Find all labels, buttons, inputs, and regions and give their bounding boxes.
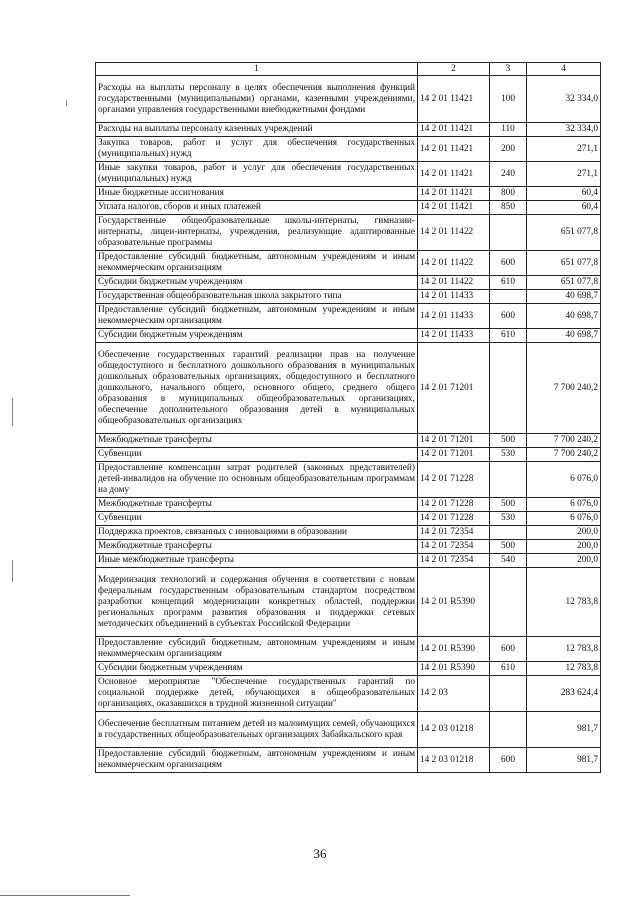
- row-code-cell: 14 2 01 71201: [418, 343, 490, 434]
- row-amount-cell: 40 698,7: [527, 290, 601, 304]
- row-name-cell: Уплата налогов, сборов и иных платежей: [96, 201, 418, 215]
- row-code-cell: 14 2 01 11421: [418, 123, 490, 137]
- budget-table: [95, 62, 601, 773]
- table-row: [96, 251, 601, 276]
- table-row: [96, 137, 601, 162]
- row-code-cell: 14 2 01 71201: [418, 434, 490, 448]
- column-header-1: 1: [96, 63, 418, 76]
- row-code-cell: 14 2 01 11422: [418, 215, 490, 251]
- row-code-cell: 14 2 01 11421: [418, 162, 490, 187]
- row-amount-cell: 6 076,0: [527, 512, 601, 526]
- row-expense-type-cell: [490, 712, 527, 748]
- row-amount-cell: 40 698,7: [527, 304, 601, 329]
- table-row: [96, 162, 601, 187]
- row-amount-cell: 651 077,8: [527, 215, 601, 251]
- column-header-3: 3: [490, 63, 527, 76]
- row-expense-type-cell: [490, 343, 527, 434]
- row-name-cell: Предоставление субсидий бюджетным, автономным учреждениям и иным некоммерческим организациям: [96, 304, 418, 329]
- table-row: [96, 526, 601, 540]
- row-code-cell: 14 2 01 11421: [418, 76, 490, 123]
- row-amount-cell: 200,0: [527, 540, 601, 554]
- row-amount-cell: 7 700 240,2: [527, 448, 601, 462]
- table-row: [96, 554, 601, 568]
- row-amount-cell: 7 700 240,2: [527, 343, 601, 434]
- row-name-cell: Межбюджетные трансферты: [96, 434, 418, 448]
- row-amount-cell: 271,1: [527, 162, 601, 187]
- row-name-cell: Межбюджетные трансферты: [96, 540, 418, 554]
- table-row: [96, 123, 601, 137]
- row-name-cell: Предоставление субсидий бюджетным, автономным учреждениям и иным некоммерческим организациям: [96, 251, 418, 276]
- budget-table-body: [96, 63, 601, 773]
- table-row: [96, 462, 601, 498]
- row-amount-cell: 12 783,8: [527, 568, 601, 637]
- row-name-cell: Закупка товаров, работ и услуг для обеспечения государственных (муниципальных) нужд: [96, 137, 418, 162]
- row-expense-type-cell: [490, 676, 527, 712]
- row-amount-cell: 60,4: [527, 201, 601, 215]
- row-amount-cell: 12 783,8: [527, 662, 601, 676]
- table-row: [96, 662, 601, 676]
- row-expense-type-cell: 540: [490, 554, 527, 568]
- row-amount-cell: 60,4: [527, 187, 601, 201]
- column-header-4: 4: [527, 63, 601, 76]
- footer-divider: [0, 895, 130, 896]
- row-name-cell: Обеспечение бесплатным питанием детей из малоимущих семей, обучающихся в государственных общеобразовательных организациях Забайкальского края: [96, 712, 418, 748]
- row-name-cell: Предоставление субсидий бюджетным, автономным учреждениям и иным некоммерческим организациям: [96, 637, 418, 662]
- page-number: 36: [313, 846, 327, 861]
- row-amount-cell: 40 698,7: [527, 329, 601, 343]
- table-row: [96, 512, 601, 526]
- row-expense-type-cell: 800: [490, 187, 527, 201]
- table-row: [96, 434, 601, 448]
- row-amount-cell: 651 077,8: [527, 251, 601, 276]
- row-expense-type-cell: 610: [490, 662, 527, 676]
- row-name-cell: Субвенции: [96, 448, 418, 462]
- row-name-cell: Расходы на выплаты персоналу в целях обеспечения выполнения функций государственными (муниципальными) органами, казенными учреждениями, органами управления государственными внебюджетными фондами: [96, 76, 418, 123]
- table-row: [96, 448, 601, 462]
- row-code-cell: 14 2 01 11422: [418, 276, 490, 290]
- row-name-cell: Государственные общеобразовательные школы-интернаты, гимназии-интернаты, лицеи-интернаты, учреждения, реализующие адаптированные образовательные программы: [96, 215, 418, 251]
- column-header-2: 2: [418, 63, 490, 76]
- row-code-cell: 14 2 01 72354: [418, 540, 490, 554]
- row-expense-type-cell: 500: [490, 498, 527, 512]
- row-name-cell: Субсидии бюджетным учреждениям: [96, 276, 418, 290]
- row-name-cell: Иные закупки товаров, работ и услуг для обеспечения государственных (муниципальных) нужд: [96, 162, 418, 187]
- row-amount-cell: 6 076,0: [527, 498, 601, 512]
- row-code-cell: 14 2 03: [418, 676, 490, 712]
- row-name-cell: Модернизация технологий и содержания обучения в соответствии с новым федеральным государственным образовательным стандартом посредством разработки концепций модернизации конкретных областей, поддержки региональных программ развития образования и поддержки сетевых методических объединений в субъектах Российской Федерации: [96, 568, 418, 637]
- row-amount-cell: 7 700 240,2: [527, 434, 601, 448]
- row-code-cell: 14 2 03 01218: [418, 748, 490, 773]
- row-amount-cell: 283 624,4: [527, 676, 601, 712]
- row-expense-type-cell: 600: [490, 304, 527, 329]
- row-amount-cell: 200,0: [527, 526, 601, 540]
- row-expense-type-cell: 100: [490, 76, 527, 123]
- row-expense-type-cell: 240: [490, 162, 527, 187]
- row-amount-cell: 651 077,8: [527, 276, 601, 290]
- table-row: [96, 329, 601, 343]
- row-code-cell: 14 2 01 11421: [418, 187, 490, 201]
- row-name-cell: Государственная общеобразовательная школа закрытого типа: [96, 290, 418, 304]
- row-code-cell: 14 2 01 71228: [418, 512, 490, 526]
- table-row: [96, 187, 601, 201]
- row-name-cell: Предоставление субсидий бюджетным, автономным учреждениям и иным некоммерческим организациям: [96, 748, 418, 773]
- row-name-cell: Предоставление компенсации затрат родителей (законных представителей) детей-инвалидов на обучение по основным общеобразовательным программам на дому: [96, 462, 418, 498]
- row-code-cell: 14 2 01 R5390: [418, 637, 490, 662]
- row-name-cell: Субсидии бюджетным учреждениям: [96, 329, 418, 343]
- table-row: [96, 201, 601, 215]
- row-code-cell: 14 2 01 11421: [418, 201, 490, 215]
- row-expense-type-cell: 500: [490, 434, 527, 448]
- row-amount-cell: 200,0: [527, 554, 601, 568]
- row-name-cell: Поддержка проектов, связанных с инновациями в образовании: [96, 526, 418, 540]
- table-row: [96, 748, 601, 773]
- row-code-cell: 14 2 01 71228: [418, 498, 490, 512]
- table-row: [96, 76, 601, 123]
- table-row: [96, 276, 601, 290]
- row-code-cell: 14 2 01 R5390: [418, 662, 490, 676]
- row-name-cell: Межбюджетные трансферты: [96, 498, 418, 512]
- row-code-cell: 14 2 01 11421: [418, 137, 490, 162]
- row-name-cell: Иные бюджетные ассигнования: [96, 187, 418, 201]
- table-row: [96, 568, 601, 637]
- table-row: [96, 676, 601, 712]
- row-code-cell: 14 2 01 R5390: [418, 568, 490, 637]
- row-expense-type-cell: 530: [490, 512, 527, 526]
- margin-mark: [66, 100, 67, 106]
- row-expense-type-cell: 600: [490, 748, 527, 773]
- row-amount-cell: 32 334,0: [527, 123, 601, 137]
- row-name-cell: Субвенции: [96, 512, 418, 526]
- row-name-cell: Иные межбюджетные трансферты: [96, 554, 418, 568]
- row-code-cell: 14 2 01 72354: [418, 526, 490, 540]
- table-row: [96, 498, 601, 512]
- margin-mark: [12, 398, 13, 426]
- row-expense-type-cell: [490, 215, 527, 251]
- row-expense-type-cell: 200: [490, 137, 527, 162]
- row-expense-type-cell: [490, 290, 527, 304]
- row-expense-type-cell: [490, 462, 527, 498]
- row-name-cell: Субсидии бюджетным учреждениям: [96, 662, 418, 676]
- row-code-cell: 14 2 01 11433: [418, 329, 490, 343]
- row-expense-type-cell: 500: [490, 540, 527, 554]
- row-code-cell: 14 2 01 71228: [418, 462, 490, 498]
- row-expense-type-cell: 610: [490, 276, 527, 290]
- row-expense-type-cell: 530: [490, 448, 527, 462]
- row-code-cell: 14 2 01 11433: [418, 304, 490, 329]
- table-row: [96, 290, 601, 304]
- table-row: [96, 637, 601, 662]
- row-expense-type-cell: [490, 526, 527, 540]
- row-amount-cell: 981,7: [527, 712, 601, 748]
- row-expense-type-cell: 850: [490, 201, 527, 215]
- row-expense-type-cell: 110: [490, 123, 527, 137]
- row-code-cell: 14 2 01 11433: [418, 290, 490, 304]
- row-amount-cell: 32 334,0: [527, 76, 601, 123]
- table-row: [96, 304, 601, 329]
- table-row: [96, 343, 601, 434]
- row-expense-type-cell: 600: [490, 251, 527, 276]
- table-row: [96, 215, 601, 251]
- table-row: [96, 540, 601, 554]
- row-expense-type-cell: 610: [490, 329, 527, 343]
- row-amount-cell: 12 783,8: [527, 637, 601, 662]
- row-amount-cell: 271,1: [527, 137, 601, 162]
- row-name-cell: Обеспечение государственных гарантий реализации прав на получение общедоступного и бесплатного дошкольного образования в муниципальных дошкольных образовательных организациях, общедоступного и бесплатного дошкольного, начального общего, основного общего, среднего общего образования в муниципальных общеобразовательных организациях, обеспечение дополнительного образования детей в муниципальных общеобразовательных организациях: [96, 343, 418, 434]
- row-expense-type-cell: [490, 568, 527, 637]
- table-row: [96, 712, 601, 748]
- row-name-cell: Основное мероприятие "Обеспечение государственных гарантий по социальной поддержке детей, обучающихся в общеобразовательных организациях, оказавшихся в трудной жизненной ситуации": [96, 676, 418, 712]
- row-code-cell: 14 2 01 71201: [418, 448, 490, 462]
- row-code-cell: 14 2 01 11422: [418, 251, 490, 276]
- row-code-cell: 14 2 01 72354: [418, 554, 490, 568]
- row-name-cell: Расходы на выплаты персоналу казенных учреждений: [96, 123, 418, 137]
- row-amount-cell: 6 076,0: [527, 462, 601, 498]
- margin-mark: [12, 560, 13, 582]
- table-header-row: [96, 63, 601, 76]
- row-expense-type-cell: 600: [490, 637, 527, 662]
- row-amount-cell: 981,7: [527, 748, 601, 773]
- row-code-cell: 14 2 03 01218: [418, 712, 490, 748]
